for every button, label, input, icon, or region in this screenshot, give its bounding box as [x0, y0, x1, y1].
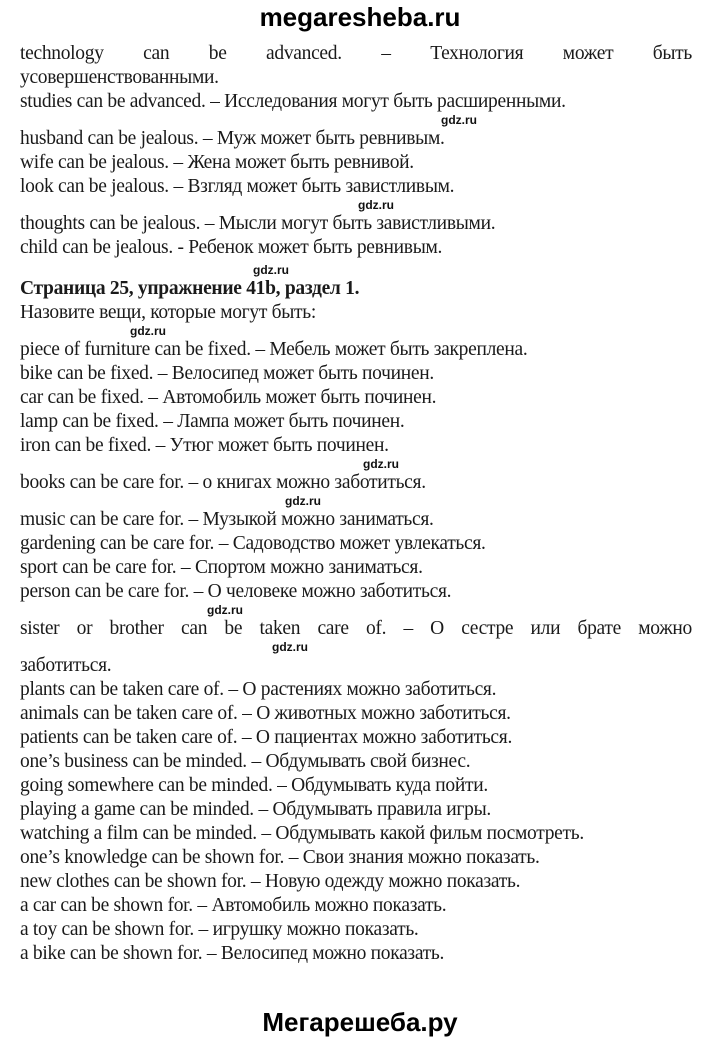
site-footer: Мегарешеба.ру [262, 1007, 458, 1037]
watermark-row [20, 264, 692, 277]
text-line: playing a game can be minded. – Обдумывать правила игры. [20, 799, 491, 820]
text-line: a bike can be shown for. – Велосипед можно показать. [20, 943, 445, 964]
watermark: gdz.ru [441, 113, 477, 127]
watermark: gdz.ru [130, 324, 166, 338]
watermark: gdz.ru [363, 457, 399, 471]
text-line: iron can be fixed. – Утюг может быть починен. [20, 435, 389, 456]
watermark-row [20, 114, 692, 127]
watermark-row [20, 199, 692, 212]
text-line: one’s business can be minded. – Обдумывать свой бизнес. [20, 751, 471, 772]
text-line: усовершенствованными. [20, 67, 219, 88]
text-line: sister or brother can be taken care of. – О сестре или брате можно [20, 618, 692, 639]
section-heading: Страница 25, упражнение 41b, раздел 1. [20, 278, 360, 299]
text-line: books can be care for. – о книгах можно заботиться. [20, 472, 426, 493]
text-line: plants can be taken care of. – О растениях можно заботиться. [20, 679, 497, 700]
text-line: sport can be care for. – Спортом можно заниматься. [20, 557, 423, 578]
text-line: look can be jealous. – Взгляд может быть завистливым. [20, 176, 455, 197]
text-line: person can be care for. – О человеке можно заботиться. [20, 581, 452, 602]
text-line: Назовите вещи, которые могут быть: [20, 302, 316, 323]
watermark-row [20, 641, 692, 654]
text-line: husband can be jealous. – Муж может быть ревнивым. [20, 128, 445, 149]
text-line: music can be care for. – Музыкой можно заниматься. [20, 509, 434, 530]
text-line: animals can be taken care of. – О животных можно заботиться. [20, 703, 511, 724]
text-line: wife can be jealous. – Жена может быть ревнивой. [20, 152, 414, 173]
watermark-row [20, 458, 692, 471]
watermark: gdz.ru [358, 198, 394, 212]
text-line: technology can be advanced. – Технология может быть [20, 43, 692, 64]
text-line: new clothes can be shown for. – Новую одежду можно показать. [20, 871, 521, 892]
text-line: gardening can be care for. – Садоводство может увлекаться. [20, 533, 486, 554]
text-line: piece of furniture can be fixed. – Мебель может быть закреплена. [20, 339, 528, 360]
text-line: going somewhere can be minded. – Обдумывать куда пойти. [20, 775, 488, 796]
text-line: a toy can be shown for. – игрушку можно показать. [20, 919, 419, 940]
watermark-row [20, 604, 692, 617]
watermark-row [20, 495, 692, 508]
text-line: watching a film can be minded. – Обдумывать какой фильм посмотреть. [20, 823, 584, 844]
text-line: lamp can be fixed. – Лампа может быть починен. [20, 411, 405, 432]
text-line: patients can be taken care of. – О пациентах можно заботиться. [20, 727, 513, 748]
text-line: a car can be shown for. – Автомобиль можно показать. [20, 895, 447, 916]
text-line: child can be jealous. - Ребенок может быть ревнивым. [20, 237, 443, 258]
watermark-row [20, 325, 692, 338]
text-line: car can be fixed. – Автомобиль может быть починен. [20, 387, 437, 408]
text-line: заботиться. [20, 655, 112, 676]
text-line: one’s knowledge can be shown for. – Свои знания можно показать. [20, 847, 540, 868]
text-line: bike can be fixed. – Велосипед может быть починен. [20, 363, 434, 384]
watermark: gdz.ru [253, 263, 289, 277]
watermark: gdz.ru [285, 494, 321, 508]
site-header: megaresheba.ru [259, 2, 461, 32]
watermark: gdz.ru [207, 603, 243, 617]
document-body [20, 42, 692, 966]
text-line: studies can be advanced. – Исследования могут быть расширенными. [20, 91, 566, 112]
watermark: gdz.ru [272, 640, 308, 654]
text-line: thoughts can be jealous. – Мысли могут быть завистливыми. [20, 213, 496, 234]
